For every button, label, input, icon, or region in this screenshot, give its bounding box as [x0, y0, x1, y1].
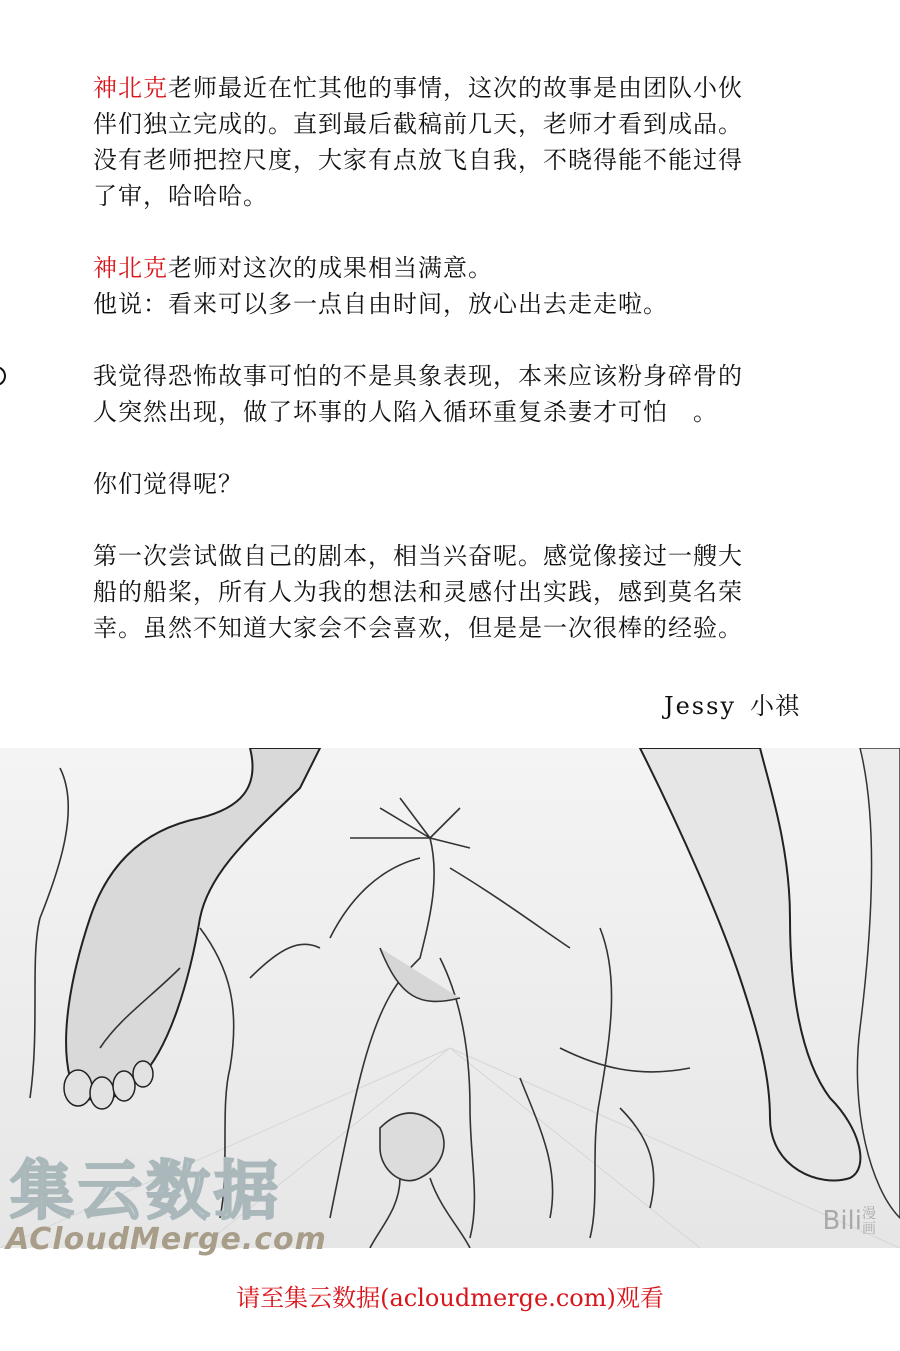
- paragraph-3-line-2: 人突然出现，做了坏事的人陷入循环重复杀妻才可怕 。: [93, 398, 718, 426]
- paragraph-2: [93, 250, 813, 322]
- signature-chinese: 小祺: [750, 692, 800, 720]
- corner-logo-small-text: 漫画: [862, 1205, 876, 1237]
- paragraph-1-line-3: 没有老师把控尺度，大家有点放飞自我，不晓得能不能过得: [93, 146, 743, 174]
- paragraph-2-line-1-text: 老师对这次的成果相当满意。: [168, 254, 493, 282]
- paragraph-4-line-1: 你们觉得呢？: [93, 470, 243, 498]
- paragraph-5-line-2: 船的船桨，所有人为我的想法和灵感付出实践，感到莫名荣: [93, 578, 743, 606]
- paragraph-3: [93, 358, 813, 430]
- paragraph-3-line-1: 我觉得恐怖故事可怕的不是具象表现，本来应该粉身碎骨的: [93, 362, 743, 390]
- watermark-url: ACloudMerge.com: [6, 1222, 327, 1257]
- watermark-logo: 集云数据: [10, 1155, 282, 1229]
- paragraph-5: [93, 538, 813, 646]
- paragraph-1-line-2: 伴们独立完成的。直到最后截稿前几天，老师才看到成品。: [93, 110, 743, 138]
- afterword-text: [93, 70, 813, 682]
- paragraph-5-line-1: 第一次尝试做自己的剧本，相当兴奋呢。感觉像接过一艘大: [93, 542, 743, 570]
- signature-english: Jessy: [663, 692, 736, 720]
- paragraph-1-line-4: 了审，哈哈哈。: [93, 182, 268, 210]
- paragraph-1: [93, 70, 813, 214]
- paragraph-5-line-3: 幸。虽然不知道大家会不会喜欢，但是是一次很棒的经验。: [93, 614, 743, 642]
- author-name-highlight: 神北克: [93, 254, 168, 282]
- corner-logo: [822, 1206, 878, 1237]
- signature: [664, 686, 800, 721]
- author-name-highlight: 神北克: [93, 74, 168, 102]
- paragraph-2-line-1: [93, 250, 813, 286]
- paragraph-4: [93, 466, 813, 502]
- page-edge-mark: [0, 366, 6, 386]
- footer-note: 请至集云数据(acloudmerge.com)观看: [236, 1284, 664, 1312]
- paragraph-1-line-1: [93, 70, 813, 106]
- paragraph-1-line-1-text: 老师最近在忙其他的事情，这次的故事是由团队小伙: [168, 74, 743, 102]
- paragraph-2-line-2: 他说：看来可以多一点自由时间，放心出去走走啦。: [93, 290, 668, 318]
- corner-logo-text: Bili: [822, 1206, 862, 1236]
